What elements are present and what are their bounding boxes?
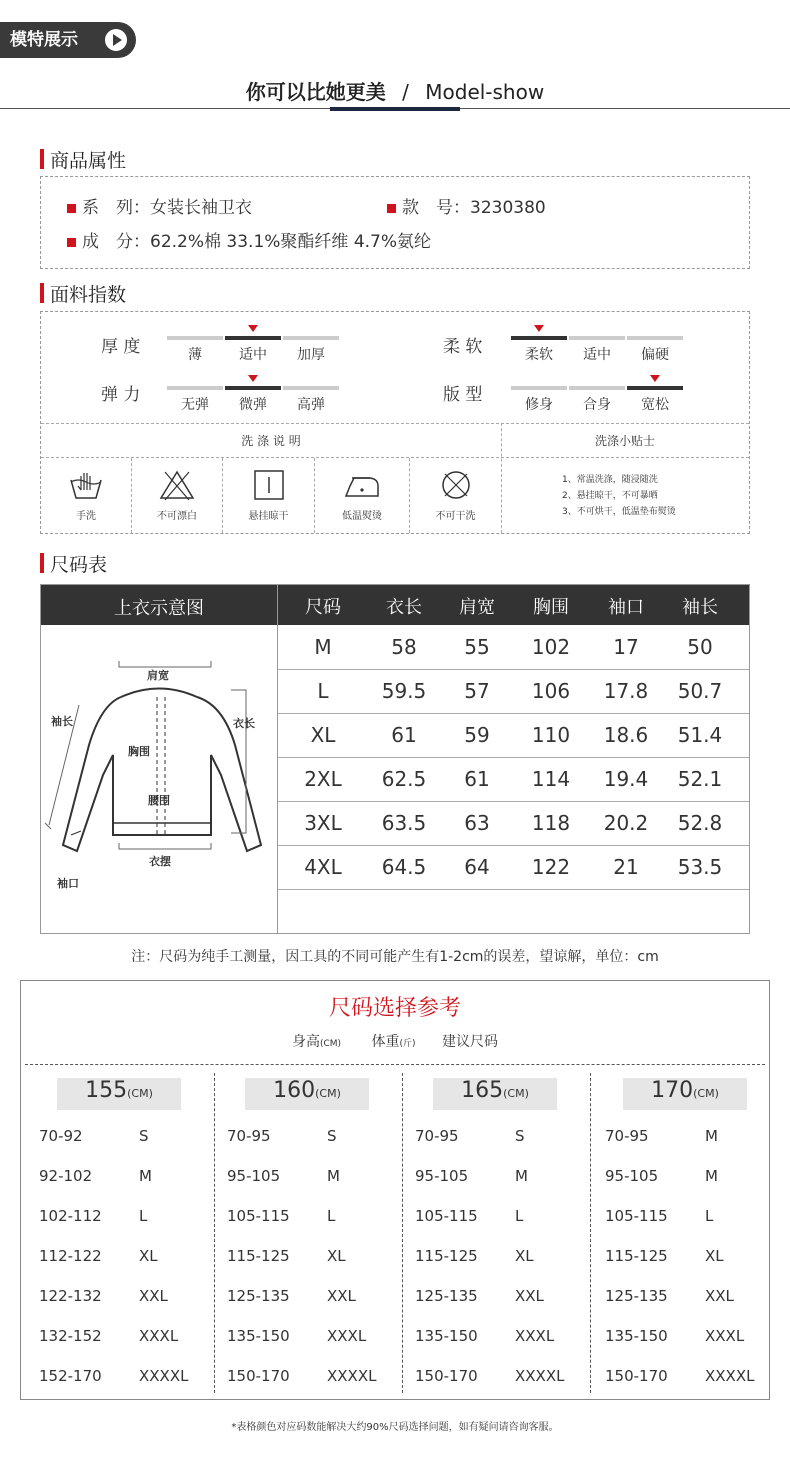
suggested-size: XL (705, 1247, 724, 1265)
divider-accent (330, 107, 460, 111)
sub-height: 身高 (291, 1034, 320, 1050)
divider (41, 423, 749, 424)
size-table (40, 584, 750, 934)
table-cell: 51.4 (677, 723, 723, 747)
attr-style-label: 款 号： (402, 198, 470, 218)
meter-segment (167, 386, 223, 390)
care-no-bleach (132, 458, 223, 533)
suggested-size: XXL (705, 1287, 734, 1305)
tip-item: 1、常温洗涤，随浸随洗 (562, 475, 658, 485)
height-value: 160 (273, 1078, 316, 1103)
table-cell: 50.7 (677, 679, 723, 703)
attr-comp-label: 成 分： (82, 232, 150, 252)
meter-segment (569, 386, 625, 390)
table-cell: 63.5 (381, 811, 427, 835)
label-length: 衣长 (233, 717, 255, 730)
weight-range: 105-115 (415, 1207, 478, 1225)
selected-marker-icon (534, 325, 544, 332)
selected-marker-icon (650, 375, 660, 382)
suggested-size: XL (515, 1247, 534, 1265)
table-cell: M (314, 635, 332, 659)
height-column-header (623, 1078, 747, 1110)
attr-style-value: 3230380 (470, 198, 546, 218)
meter-bar (167, 336, 339, 340)
height-value: 155 (85, 1078, 128, 1103)
table-cell: 17.8 (603, 679, 649, 703)
height-unit: (CM) (315, 1087, 341, 1100)
care-hand-wash (41, 458, 132, 533)
bullet-icon (387, 204, 396, 213)
table-cell: 50 (687, 635, 713, 659)
table-cell: 55 (464, 635, 490, 659)
meter-label: 厚 度 (101, 337, 141, 357)
attrs-box (40, 176, 750, 269)
suggested-size: S (327, 1127, 337, 1145)
care-label: 不可干洗 (435, 511, 476, 522)
weight-range: 95-105 (415, 1167, 469, 1185)
suggested-size: M (705, 1127, 718, 1145)
weight-range: 125-135 (605, 1287, 668, 1305)
table-cell: 20.2 (603, 811, 649, 835)
suggested-size: XXXXL (515, 1367, 565, 1385)
suggested-size: XL (139, 1247, 158, 1265)
fabric-box (40, 311, 750, 534)
care-label: 不可漂白 (157, 511, 197, 522)
suggested-size: L (705, 1207, 714, 1225)
table-cell: 59.5 (381, 679, 427, 703)
banner-cn: 你可以比她更美 (245, 80, 386, 104)
meter-option: 偏硬 (641, 347, 669, 363)
weight-range: 112-122 (39, 1247, 102, 1265)
label-shoulder: 肩宽 (147, 669, 169, 682)
attr-series-label: 系 列： (82, 198, 150, 218)
suggested-size: M (139, 1167, 152, 1185)
bullet-icon (67, 204, 76, 213)
weight-range: 150-170 (605, 1367, 668, 1385)
column-header: 袖口 (608, 597, 644, 618)
section-tag (0, 22, 136, 58)
suggested-size: XXL (139, 1287, 168, 1305)
meter-option: 无弹 (181, 397, 209, 413)
table-cell: 17 (613, 635, 639, 659)
suggested-size: XL (327, 1247, 346, 1265)
height-unit: (CM) (693, 1087, 719, 1100)
weight-range: 92-102 (39, 1167, 93, 1185)
table-cell: 63 (464, 811, 490, 835)
height-value: 165 (461, 1078, 504, 1103)
divider (402, 1073, 403, 1393)
size-ref-title: 尺码选择参考 (328, 996, 461, 1021)
height-column-header (433, 1078, 557, 1110)
meter-option: 薄 (188, 347, 202, 363)
suggested-size: XXXXL (705, 1367, 755, 1385)
bullet-icon (67, 238, 76, 247)
size-reference-box (20, 980, 770, 1400)
table-cell: 59 (464, 723, 490, 747)
table-cell: 58 (391, 635, 417, 659)
banner-separator: / (402, 80, 409, 104)
column-header: 肩宽 (459, 597, 495, 618)
table-cell: 57 (464, 679, 490, 703)
table-cell: 53.5 (677, 855, 723, 879)
table-cell: 122 (531, 855, 571, 879)
meter-bar (511, 386, 683, 390)
suggested-size: XXXXL (327, 1367, 377, 1385)
size-table-title: 尺码表 (40, 550, 107, 577)
fabric-title: 面料指数 (40, 280, 126, 307)
care-line-dry (223, 458, 315, 533)
meter-segment (167, 336, 223, 340)
tip-item: 2、悬挂晾干，不可暴晒 (562, 491, 658, 501)
weight-range: 125-135 (415, 1287, 478, 1305)
suggested-size: XXL (327, 1287, 356, 1305)
weight-range: 115-125 (227, 1247, 290, 1265)
suggested-size: L (515, 1207, 524, 1225)
column-header: 袖长 (682, 597, 718, 618)
size-note: 注：尺码为纯手工测量，因工具的不同可能产生有1-2cm的误差，望谅解，单位：cm (131, 949, 659, 965)
meter-segment (511, 336, 567, 340)
table-cell: 64.5 (381, 855, 427, 879)
meter-segment (283, 336, 339, 340)
label-chest: 胸围 (128, 745, 150, 758)
label-sleeve: 袖长 (51, 715, 73, 728)
sub-weight: 体重 (371, 1034, 400, 1050)
meter-option: 柔软 (525, 347, 553, 363)
table-cell: 52.8 (677, 811, 723, 835)
care-label: 悬挂晾干 (248, 511, 289, 522)
table-cell: 114 (531, 767, 571, 791)
care-label: 手洗 (76, 511, 96, 522)
section-tag-label: 模特展示 (10, 30, 78, 50)
weight-range: 150-170 (227, 1367, 290, 1385)
attrs-title: 商品属性 (40, 146, 126, 173)
divider (278, 889, 749, 890)
column-header: 胸围 (533, 597, 569, 618)
no-dry-clean-icon (436, 468, 476, 502)
label-waist: 腰围 (148, 794, 170, 807)
weight-range: 95-105 (227, 1167, 281, 1185)
meter-bar (511, 336, 683, 340)
suggested-size: XXXL (515, 1327, 555, 1345)
meter-segment (511, 386, 567, 390)
table-cell: 118 (531, 811, 571, 835)
banner-en: Model-show (425, 80, 545, 104)
suggested-size: S (515, 1127, 525, 1145)
table-cell: 2XL (304, 767, 342, 791)
weight-range: 135-150 (415, 1327, 478, 1345)
weight-range: 135-150 (227, 1327, 290, 1345)
tips-title: 洗涤小贴士 (594, 434, 655, 448)
line-dry-icon (249, 468, 289, 502)
weight-range: 70-92 (39, 1127, 83, 1145)
attr-style (387, 193, 546, 218)
wash-title: 洗 涤 说 明 (241, 434, 301, 448)
height-unit: (CM) (503, 1087, 529, 1100)
suggested-size: M (515, 1167, 528, 1185)
height-value: 170 (651, 1078, 694, 1103)
meter-option: 高弹 (297, 397, 325, 413)
height-column-header (57, 1078, 181, 1110)
height-column-header (245, 1078, 369, 1110)
suggested-size: XXXL (327, 1327, 367, 1345)
weight-range: 95-105 (605, 1167, 659, 1185)
suggested-size: M (705, 1167, 718, 1185)
column-header: 尺码 (305, 597, 341, 618)
table-cell: 19.4 (603, 767, 649, 791)
table-cell: XL (310, 723, 336, 747)
label-hem: 衣摆 (149, 855, 171, 868)
suggested-size: XXL (515, 1287, 544, 1305)
size-ref-subheader (21, 1031, 769, 1051)
care-low-iron (315, 458, 410, 533)
sub-weight-unit: (斤) (399, 1039, 416, 1049)
suggested-size: XXXL (139, 1327, 179, 1345)
sub-height-unit: (CM) (319, 1039, 342, 1049)
height-unit: (CM) (127, 1087, 153, 1100)
weight-range: 132-152 (39, 1327, 102, 1345)
weight-range: 115-125 (415, 1247, 478, 1265)
meter-option: 微弹 (239, 397, 267, 413)
meter-option: 合身 (583, 397, 611, 413)
meter-segment (225, 386, 281, 390)
label-cuff: 袖口 (57, 877, 79, 890)
care-label: 低温熨烫 (342, 511, 382, 522)
weight-range: 70-95 (227, 1127, 271, 1145)
iron-icon (342, 468, 382, 502)
meter-segment (225, 336, 281, 340)
weight-range: 122-132 (39, 1287, 102, 1305)
meter-label: 弹 力 (101, 385, 141, 405)
suggested-size: L (139, 1207, 148, 1225)
selected-marker-icon (248, 325, 258, 332)
table-cell: 61 (464, 767, 490, 791)
suggested-size: XXXL (705, 1327, 745, 1345)
table-cell: L (317, 679, 329, 703)
weight-range: 105-115 (605, 1207, 668, 1225)
play-icon (105, 29, 127, 51)
meter-label: 柔 软 (443, 337, 483, 357)
weight-range: 102-112 (39, 1207, 102, 1225)
diagram-header: 上衣示意图 (114, 598, 204, 619)
divider (25, 1064, 765, 1065)
care-icons (41, 458, 501, 533)
table-cell: 21 (613, 855, 639, 879)
weight-range: 115-125 (605, 1247, 668, 1265)
tip-item: 3、不可烘干，低温垫布熨烫 (562, 507, 676, 517)
weight-range: 70-95 (415, 1127, 459, 1145)
selected-marker-icon (248, 375, 258, 382)
table-cell: 3XL (304, 811, 342, 835)
suggested-size: XXXXL (139, 1367, 189, 1385)
meter-option: 加厚 (297, 347, 325, 363)
attr-composition (67, 227, 431, 252)
hand-wash-icon (66, 468, 106, 502)
suggested-size: S (139, 1127, 149, 1145)
table-cell: 64 (464, 855, 490, 879)
meter-segment (627, 386, 683, 390)
suggested-size: L (327, 1207, 336, 1225)
no-bleach-icon (157, 468, 197, 502)
meter-label: 版 型 (443, 385, 483, 405)
meter-option: 宽松 (641, 397, 669, 413)
table-cell: 18.6 (603, 723, 649, 747)
table-cell: 106 (531, 679, 571, 703)
column-header: 衣长 (386, 597, 422, 618)
sub-suggest: 建议尺码 (442, 1034, 498, 1050)
attr-series (67, 193, 252, 218)
weight-range: 70-95 (605, 1127, 649, 1145)
banner (0, 76, 790, 105)
divider (214, 1073, 215, 1393)
table-cell: 4XL (304, 855, 342, 879)
weight-range: 152-170 (39, 1367, 102, 1385)
meter-bar (167, 386, 339, 390)
table-cell: 110 (531, 723, 571, 747)
attr-comp-value: 62.2%棉 33.1%聚酯纤维 4.7%氨纶 (150, 232, 432, 252)
weight-range: 135-150 (605, 1327, 668, 1345)
meter-segment (627, 336, 683, 340)
footnote: *表格颜色对应码数能解决大约90%尺码选择问题，如有疑问请咨询客服。 (231, 1422, 559, 1433)
care-tips (562, 472, 676, 520)
table-cell: 61 (391, 723, 417, 747)
meter-segment (569, 336, 625, 340)
care-no-dry-clean (410, 458, 501, 533)
meter-option: 适中 (583, 347, 611, 363)
suggested-size: M (327, 1167, 340, 1185)
weight-range: 125-135 (227, 1287, 290, 1305)
meter-option: 修身 (525, 397, 553, 413)
weight-range: 150-170 (415, 1367, 478, 1385)
meter-option: 适中 (239, 347, 267, 363)
table-cell: 52.1 (677, 767, 723, 791)
meter-segment (283, 386, 339, 390)
table-cell: 62.5 (381, 767, 427, 791)
attr-series-value: 女装长袖卫衣 (150, 198, 252, 218)
divider (590, 1073, 591, 1393)
table-cell: 102 (531, 635, 571, 659)
weight-range: 105-115 (227, 1207, 290, 1225)
